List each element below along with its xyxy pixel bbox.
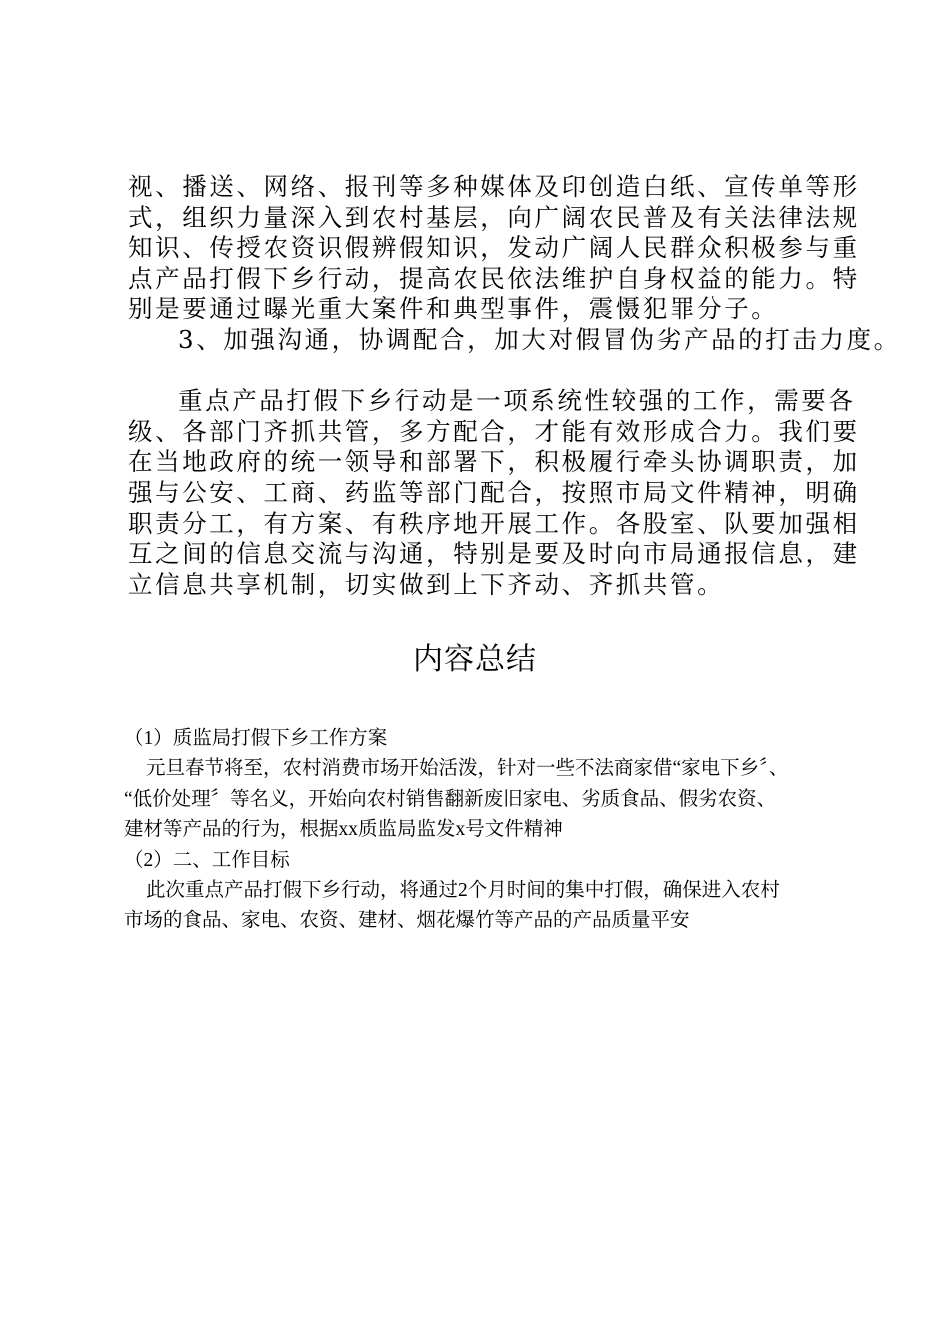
body-line: 重点产品打假下乡行动是一项系统性较强的工作，需要各	[178, 386, 856, 416]
section-heading-3: 3、加强沟通，协调配合，加大对假冒伪劣产品的打击力度。	[178, 324, 901, 354]
summary-title: 内容总结	[413, 643, 537, 676]
summary-item-heading: （1）质监局打假下乡工作方案	[124, 728, 388, 749]
summary-item-heading: （2）二、工作目标	[124, 849, 290, 871]
summary-line: 建材等产品的行为，根据xx质监局监发x号文件精神	[124, 819, 563, 841]
body-line: 视、播送、网络、报刊等多种媒体及印创造白纸、宣传单等形	[128, 172, 860, 201]
body-line: 点产品打假下乡行动，提高农民依法维护自身权益的能力。特	[128, 263, 860, 293]
body-line: 互之间的信息交流与沟通，特别是要及时向市局通报信息，建	[128, 539, 860, 569]
body-line: 别是要通过曝光重大案件和典型事件，震慑犯罪分子。	[128, 294, 779, 324]
body-line: 强与公安、工商、药监等部门配合，按照市局文件精神，明确	[128, 477, 860, 507]
body-text	[128, 172, 901, 600]
summary-line: “低价处理〞等名义，开始向农村销售翻新废旧家电、劣质食品、假劣农资、	[124, 788, 777, 810]
body-line: 知识、传授农资识假辨假知识，发动广阔人民群众积极参与重	[128, 233, 860, 263]
paragraph-gap	[128, 356, 828, 387]
summary-line: 元旦春节将至，农村消费市场开始活泼，针对一些不法商家借“家电下乡〞、	[146, 758, 789, 780]
body-line: 职责分工，有方案、有秩序地开展工作。各股室、队要加强相	[128, 508, 860, 538]
summary-line: 市场的食品、家电、农资、建材、烟花爆竹等产品的产品质量平安	[124, 910, 690, 932]
body-line: 立信息共享机制，切实做到上下齐动、齐抓共管。	[128, 569, 725, 599]
body-line: 式，组织力量深入到农村基层，向广阔农民普及有关法律法规	[128, 202, 860, 232]
body-line: 级、各部门齐抓共管，多方配合，才能有效形成合力。我们要	[128, 416, 860, 446]
summary-text	[124, 724, 844, 937]
body-line: 在当地政府的统一领导和部署下，积极履行牵头协调职责，加	[128, 447, 860, 477]
summary-line: 此次重点产品打假下乡行动，将通过2个月时间的集中打假，确保进入农村	[146, 880, 780, 902]
